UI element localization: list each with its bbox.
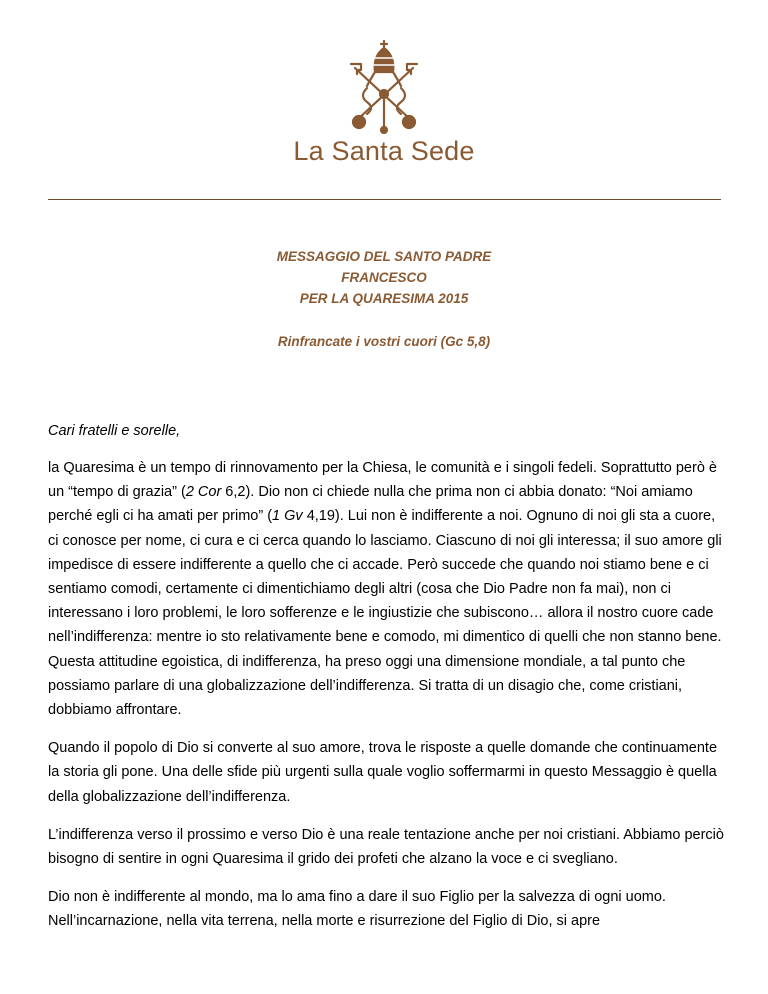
- document-heading: [0, 246, 768, 309]
- text-run: 4,19). Lui non è indifferente a noi. Ognuno di noi gli sta a cuore, ci conosce per nome, ci cura e ci cerca quando lo lasciamo. Ciascuno di noi gli interessa; il suo amore gli impedisce di essere indifferente a quello che ci accade. Però succede che quando noi stiamo bene e ci sentiamo comodi, certamente ci dimentichiamo degli altri (cosa che Dio Padre non fa mai), non ci interessano i loro problemi, le loro sofferenze e le ingiustizie che subiscono… allora il nostro cuore cade nell’indifferenza: mentre io sto relativamente bene e comodo, mi dimentico di quelli che non stanno bene. Questa attitudine egoistica, di indifferenza, ha preso oggi una dimensione mondiale, a tal punto che possiamo parlare di una globalizzazione dell’indifferenza. Si tratta di un disagio che, come cristiani, dobbiamo affrontare.: [48, 508, 722, 719]
- paragraph: L’indifferenza verso il prossimo e verso Dio è una reale tentazione anche per noi cristiani. Abbiamo perciò bisogno di sentire in ogni Quaresima il grido dei profeti che alzano la voce e ci svegliano.: [48, 826, 724, 868]
- heading-line: PER LA QUARESIMA 2015: [299, 291, 469, 306]
- papal-keys-tiara-icon: [337, 38, 431, 134]
- body-text: [48, 456, 728, 948]
- paragraph: [48, 456, 728, 722]
- heading-line: FRANCESCO: [341, 270, 427, 285]
- site-title[interactable]: La Santa Sede: [293, 136, 475, 166]
- document-subtitle: Rinfrancate i vostri cuori (Gc 5,8): [277, 334, 491, 349]
- text-run: 6,2). Dio non ci chiede nulla che prima non ci abbia donato: “Noi amiamo perché egli ci ha amati per primo” (: [48, 484, 693, 525]
- salutation: Cari fratelli e sorelle,: [48, 423, 181, 439]
- scripture-ref: 1 Gv: [272, 508, 303, 525]
- scripture-ref: 2 Cor: [185, 484, 222, 501]
- paragraph: Quando il popolo di Dio si converte al suo amore, trova le risposte a quelle domande che continuamente la storia gli pone. Una delle sfide più urgenti sulla quale voglio soffermarmi in questo Messaggio è quella della globalizzazione dell’indifferenza.: [48, 740, 718, 805]
- header-divider: [48, 199, 721, 200]
- heading-line: MESSAGGIO DEL SANTO PADRE: [276, 249, 492, 264]
- paragraph: Dio non è indifferente al mondo, ma lo ama fino a dare il suo Figlio per la salvezza di ogni uomo. Nell’incarnazione, nella vita terrena, nella morte e risurrezione del Figlio di Dio, si apre: [48, 889, 666, 930]
- text-run: la Quaresima è un tempo di rinnovamento per la Chiesa, le comunità e i singoli fedeli. Soprattutto però è un “tempo di grazia” (: [48, 460, 717, 501]
